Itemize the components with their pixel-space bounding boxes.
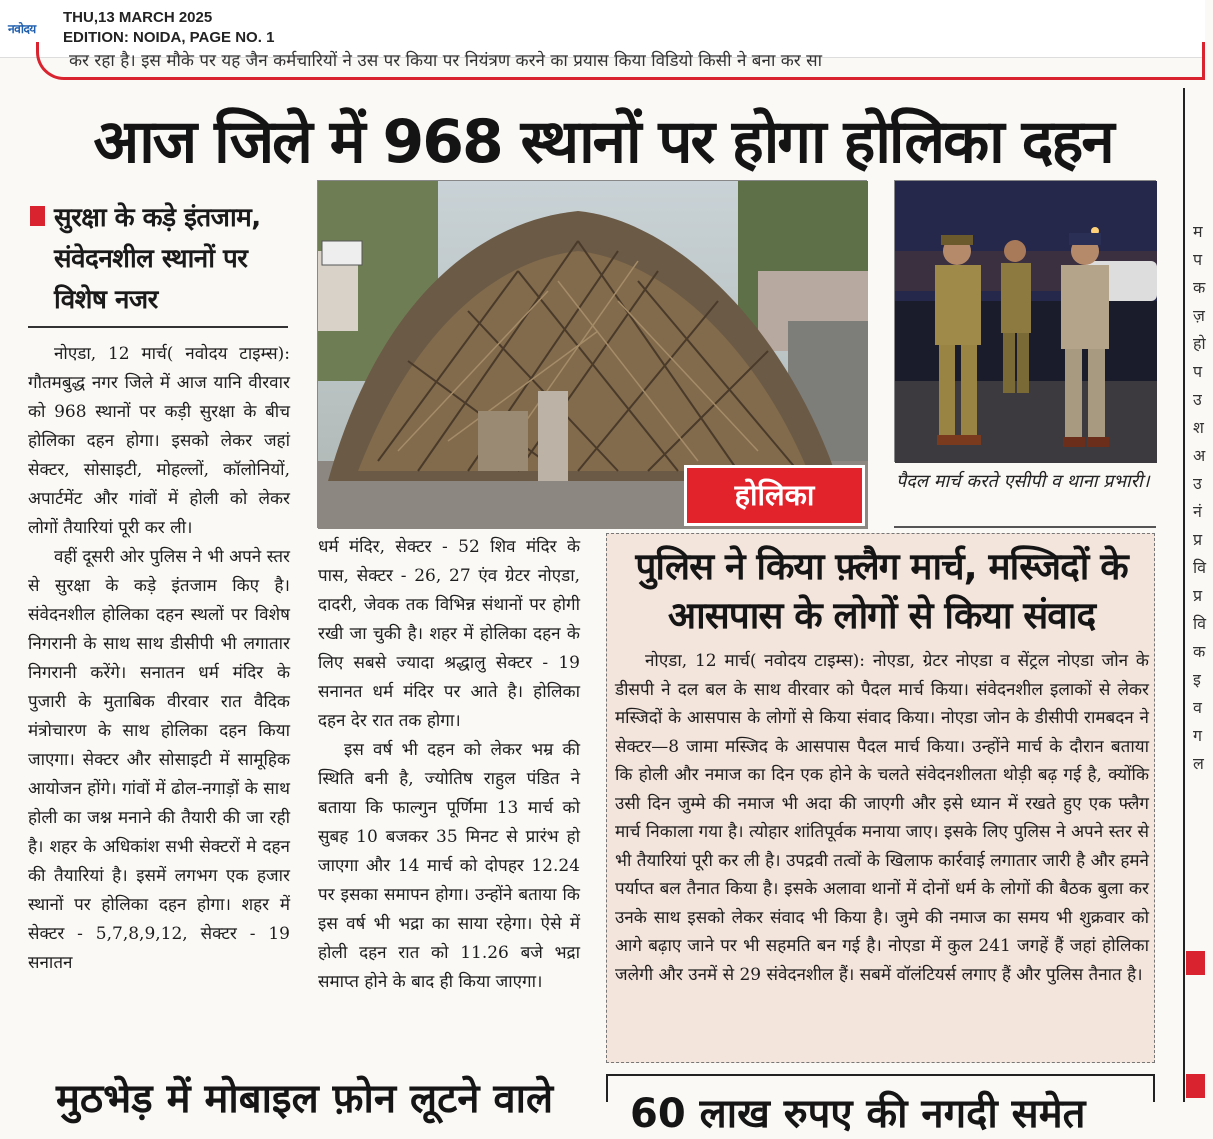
article-paragraph: इस वर्ष भी दहन को लेकर भम्र की स्थिति बनी है, ज्योतिष राहुल पंडित ने बताया कि फाल्गुन पूर्णिमा 13 मार्च को सुबह 10 बजकर 35 मिनट से प्रारंभ हो जाएगा और 14 मार्च को दोपहर 12.24 पर इसका समापन होगा। उन्होंने बताया कि इस वर्ष भी भद्रा का साया रहेगा। ऐसे में होली दहन रात को 11.26 बजे भद्रा समाप्त होने के बाद ही किया जाएगा। xyxy=(318,740,580,992)
next-story-headline-text: मुठभेड़ में मोबाइल फ़ोन लूटने वाले xyxy=(56,1076,554,1122)
newspaper-logo xyxy=(8,18,52,42)
police-march-photo xyxy=(894,180,1156,462)
boxed-story xyxy=(606,533,1155,1063)
main-headline: आज जिले में 968 स्थानों पर होगा होलिका दहन xyxy=(93,107,1113,177)
boxed-story-body xyxy=(615,647,1149,989)
divider xyxy=(894,526,1156,528)
adjacent-column-text: म प क ज़ हो प उ श अ उ नं प्र वि प्र वि क इ व ग ल xyxy=(1193,222,1207,773)
adjacent-red-bullet xyxy=(1186,1074,1205,1098)
article-column-1 xyxy=(28,340,290,978)
subheading-bullet xyxy=(30,206,45,226)
subheading: सुरक्षा के कड़े इंतजाम, संवेदनशील स्थानों पर विशेष नजर xyxy=(54,203,261,315)
previous-story-text: कर रहा है। इस मौके पर यह जैन कर्मचारियों ने उस पर किया पर नियंत्रण करने का प्रयास किया विडियो किसी ने बना कर सा xyxy=(69,51,823,71)
next-story-headline-text: 60 लाख रुपए की नगदी समेत xyxy=(630,1091,1086,1137)
edition-date: THU,13 MARCH 2025 xyxy=(63,9,213,26)
police-photo-illustration xyxy=(895,181,1157,463)
article-paragraph: नोएडा, 12 मार्च( नवोदय टाइम्स): नोएडा, ग्रेटर नोएडा व सेंट्रल नोएडा जोन के डीसपी ने दल बल के साथ वीरवार को पैदल मार्च किया। संवेदनशील इलाकों से लेकर मस्जिदों के आसपास के लोगों से किया संवाद किया। नोएडा जोन के डीसीपी रामबदन ने सेक्टर—8 जामा मस्जिद के आसपास पैदल मार्च किया। उन्होंने मार्च के दौरान बताया कि होली और नमाज का दिन एक होने के चलते संवेदनशीलता थोड़ी बढ़ गई है, क्योंकि उसी दिन जुम्मे की नमाज भी अदा की जाएगी और इसे ध्यान में रखते हुए एक फ्लैग मार्च निकाला गया है। त्योहार शांतिपूर्वक मनाया जाए। इसके लिए पुलिस ने अपने स्तर से भी तैयारियां पूरी कर ली है। उपद्रवी तत्वों के खिलाफ कार्रवाई लगातार जारी है और हमने पर्याप्त बल तैनात किया है। इसके अलावा थानों में दोनों धर्म के लोगों की बैठक बुला कर उनके साथ इसको लेकर संवाद भी किया है। जुमे की नमाज का समय भी शुक्रवार को आगे बढ़ाए जाने पर भी सहमति बन गई है। नोएडा में कुल 241 जगहें हैं जहां होलिका जलेगी और उनमें से 29 संवेदनशील हैं। सबमें वॉलंटियर्स लगाए हैं और पुलिस तैनात है। xyxy=(615,651,1149,985)
photo-caption: पैदल मार्च करते एसीपी व थाना प्रभारी। xyxy=(896,471,1150,492)
logo-text: नवोदय xyxy=(8,22,36,36)
previous-story-strip xyxy=(36,42,1205,80)
adjacent-column-clipped xyxy=(1183,88,1205,1102)
article-paragraph: धर्म मंदिर, सेक्टर - 52 शिव मंदिर के पास, सेक्टर - 26, 27 एंव ग्रेटर नोएडा, दादरी, जेवक तक विभिन्न संथानों पर होगी रखी जा चुकी है। शहर में होलिका दहन के लिए सबसे ज्यादा श्रद्धालु सेक्टर - 19 सनानत धर्म मंदिर पर आते है। होलिका दहन देर रात तक होगा। xyxy=(318,537,580,731)
next-story-headline-left xyxy=(56,1065,556,1122)
edition-info: EDITION: NOIDA, PAGE NO. 1 xyxy=(63,29,275,46)
next-story-headline-right xyxy=(606,1074,1155,1137)
article-paragraph: नोएडा, 12 मार्च( नवोदय टाइम्स): गौतमबुद्ध नगर जिले में आज यानि वीरवार को 968 स्थानों पर कड़ी सुरक्षा के बीच होलिका दहन होगा। इसको लेकर जहां सेक्टर, सोसाइटी, मोहल्लों, कॉलोनियों, अपार्टमेंट और गांवों में होली को लेकर लोगों तैयारियां पूरी कर ली। xyxy=(28,344,290,538)
article-column-2 xyxy=(318,533,580,997)
photo-tag: होलिका xyxy=(684,465,865,526)
boxed-story-headline: पुलिस ने किया फ़्लैग मार्च, मस्जिदों के आसपास के लोगों से किया संवाद xyxy=(635,545,1128,637)
article-paragraph: वहीं दूसरी ओर पुलिस ने भी अपने स्तर से सुरक्षा के कड़े इंतजाम किए है। संवेदनशील होलिका दहन स्थलों पर विशेष निगरानी के साथ साथ डीसीपी भी लगातार निगरानी करेंगे। सनातन धर्म मंदिर के पुजारी के मुताबिक वीरवार रात वैदिक मंत्रोचारण के साथ होलिका दहन किया जाएगा। सेक्टर और सोसाइटी में सामूहिक आयोजन होंगे। गांवों में ढोल-नगाड़ों के साथ होली का जश्न मनाने की तैयारी की जा रही है। शहर के अधिकांश सभी सेक्टरों मे दहन की तैयारियां है। इसमें लगभग एक हजार स्थानों पर होलिका दहन होगा। शहर में सेक्टर - 5,7,8,9,12, सेक्टर - 19 सनातन xyxy=(28,547,290,973)
adjacent-red-bullet xyxy=(1186,951,1205,975)
divider xyxy=(28,326,288,328)
